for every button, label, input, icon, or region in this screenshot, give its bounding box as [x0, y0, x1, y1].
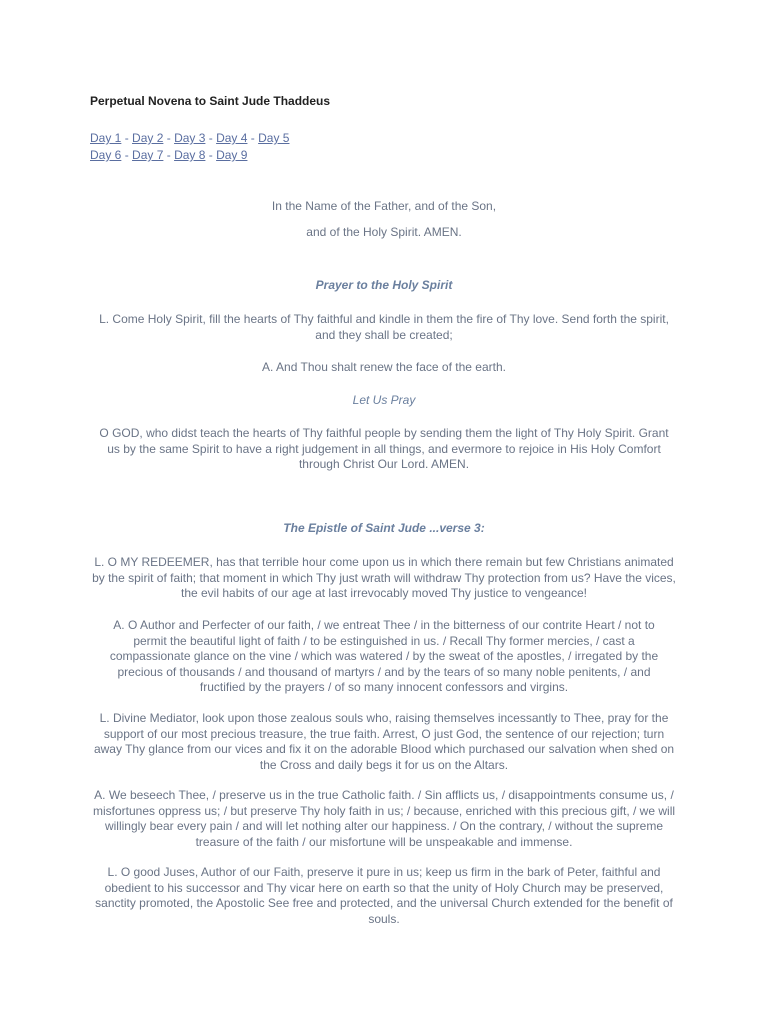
day-separator: -: [205, 131, 217, 145]
day-separator: -: [163, 131, 175, 145]
epistle-paragraph-1: L. O MY REDEEMER, has that terrible hour come upon us in which there remain but few Christians animated by the spirit of faith; that moment in which Thy just wrath will withdraw Thy protection from us? Have the vices, the evil habits of our age at last irrevocably moved Thy justice to vengeance!: [92, 555, 676, 600]
epistle-paragraph-4: A. We beseech Thee, / preserve us in the true Catholic faith. / Sin afflicts us, / disappointments consume us, / misfortunes oppress us; / but preserve Thy holy faith in us; / because, enriched with this precious gift, / we will willingly bear every pain / and will let nothing alter our happiness. / On the contrary, / without the supreme treasure of the faith / our misfortune will be unspeakable and immense.: [92, 788, 676, 849]
day-link-5[interactable]: Day 5: [258, 131, 290, 145]
invocation-line-2: and of the Holy Spirit. AMEN.: [306, 225, 462, 239]
let-us-pray-heading: Let Us Pray: [352, 393, 416, 407]
holy-spirit-prayer-text: O GOD, who didst teach the hearts of Thy faithful people by sending them the light of Thy Holy Spirit. Grant us by the same Spirit to have a right judgement in all things, and evermore to rejoice in His Holy Comfort through Christ Our Lord. AMEN.: [99, 426, 669, 471]
day-link-7[interactable]: Day 7: [132, 148, 164, 162]
invocation-line-1: In the Name of the Father, and of the Son,: [271, 199, 497, 213]
epistle-paragraph-5: L. O good Juses, Author of our Faith, preserve it pure in us; keep us firm in the bark of Peter, faithful and obedient to his successor and Thy vicar here on earth so that the unity of Holy Church may be preserved, sanctity promoted, the Apostolic See free and protected, and the universal Church extended for the benefit of souls.: [95, 865, 673, 926]
day-separator: -: [247, 131, 259, 145]
day-separator: -: [121, 131, 133, 145]
holy-spirit-heading: Prayer to the Holy Spirit: [315, 278, 453, 292]
day-links-row-1: [90, 131, 289, 145]
day-separator: -: [205, 148, 217, 162]
day-links-row-2: [90, 148, 247, 162]
page-title: Perpetual Novena to Saint Jude Thaddeus: [90, 94, 331, 108]
day-separator: -: [121, 148, 133, 162]
day-link-4[interactable]: Day 4: [216, 131, 248, 145]
day-link-3[interactable]: Day 3: [174, 131, 206, 145]
day-link-2[interactable]: Day 2: [132, 131, 164, 145]
day-separator: -: [163, 148, 175, 162]
day-link-9[interactable]: Day 9: [216, 148, 248, 162]
day-link-8[interactable]: Day 8: [174, 148, 206, 162]
day-link-6[interactable]: Day 6: [90, 148, 122, 162]
epistle-paragraph-3: L. Divine Mediator, look upon those zealous souls who, raising themselves incessantly to Thee, pray for the support of our most precious treasure, the true faith. Arrest, O just God, the sentence of our rejection; turn away Thy glance from our vices and fix it on the adorable Blood which purchased our salvation when shed on the Cross and daily begs it for us on the Altars.: [93, 711, 675, 772]
day-link-1[interactable]: Day 1: [90, 131, 122, 145]
holy-spirit-answer-text: A. And Thou shalt renew the face of the earth.: [262, 360, 506, 374]
epistle-heading: The Epistle of Saint Jude ...verse 3:: [283, 521, 485, 535]
epistle-paragraph-2: A. O Author and Perfecter of our faith, / we entreat Thee / in the bitterness of our contrite Heart / not to permit the beautiful light of faith / to be estinguished in us. / Recall Thy former mercies, / cast a compassionate glance on the vine / which was watered / by the sweat of the apostles, / irregated by the precious of thousands / and thousand of martyrs / and by the tears of so many noble penitents, / and fructified by the prayers / of so many innocent confessors and virgins.: [109, 618, 659, 694]
holy-spirit-leader-text: L. Come Holy Spirit, fill the hearts of Thy faithful and kindle in them the fire of Thy love. Send forth the spirit, and they shall be created;: [99, 312, 669, 342]
